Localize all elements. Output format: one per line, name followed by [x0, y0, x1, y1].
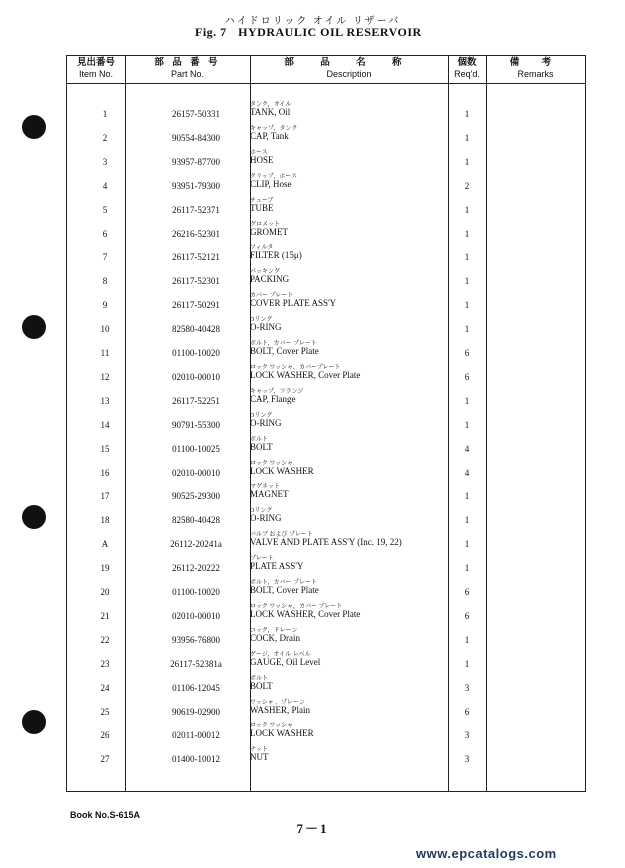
item-number: 10 [100, 324, 110, 335]
part-number: 82580-40428 [172, 515, 220, 526]
title-japanese: ハイドロリック オイル リザーバ [224, 16, 401, 27]
item-number: 13 [100, 395, 110, 406]
description-japanese: ボルト，カバー プレート [250, 580, 317, 586]
description-english: CAP, Tank [250, 130, 289, 141]
quantity: 1 [464, 109, 470, 119]
description-english: BOLT, Cover Plate [250, 585, 319, 595]
table-row [67, 366, 585, 390]
punch-hole [22, 315, 46, 339]
description-english: LOCK WASHER, Cover Plate [250, 608, 361, 619]
description-english: TANK, Oil [250, 107, 291, 117]
table-row [67, 318, 585, 342]
description [250, 125, 448, 141]
description-english: FILTER (15μ) [250, 250, 302, 261]
description-english: WASHER, Plain [250, 704, 311, 715]
part-number: 26112-20222 [172, 563, 220, 574]
item-number: 20 [100, 587, 110, 597]
description-japanese: バルブ および プレート [250, 532, 313, 539]
description-japanese: ボルト，カバー プレート [250, 341, 317, 347]
item-number: 1 [102, 109, 108, 119]
header-item-no: 見出番号 Item No. [76, 58, 115, 79]
table-row [67, 653, 585, 677]
description-japanese: プレート [250, 556, 274, 563]
item-number: 15 [100, 443, 110, 454]
description [250, 555, 448, 571]
description-english: VALVE AND PLATE ASS'Y (Inc. 19, 22) [250, 537, 402, 548]
item-number: 23 [100, 658, 110, 669]
part-number: 02011-00012 [172, 730, 220, 741]
description-english: LOCK WASHER [250, 465, 314, 476]
item-number: 22 [100, 634, 110, 645]
part-number: 02010-00010 [172, 371, 220, 382]
item-number: 8 [102, 276, 108, 287]
description-english: TUBE [250, 202, 274, 213]
description [250, 460, 448, 476]
item-number: 18 [100, 515, 110, 526]
table-row [67, 127, 585, 151]
header-divider [67, 83, 585, 84]
quantity: 1 [464, 395, 470, 406]
description [250, 316, 448, 332]
quantity: 6 [464, 610, 470, 621]
description-english: O-RING [250, 322, 282, 333]
description [250, 699, 448, 715]
part-number: 02010-00010 [172, 610, 220, 621]
description-japanese: マグネット [250, 484, 280, 491]
description-japanese: ロック ワッシャ [250, 460, 293, 467]
punch-hole [22, 115, 46, 139]
item-number: 9 [102, 300, 108, 311]
description-japanese: ロック ワッシャ [250, 723, 293, 730]
item-number: 5 [102, 204, 108, 215]
quantity: 1 [464, 491, 470, 502]
part-number: 01400-10012 [172, 754, 220, 765]
figure-title-text: HYDRAULIC OIL RESERVOIR [238, 25, 422, 39]
description-japanese: チューブ [250, 197, 274, 204]
description [250, 364, 448, 380]
description [250, 197, 448, 213]
punch-hole [22, 710, 46, 734]
quantity: 4 [464, 467, 470, 478]
description-japanese: Oリング [250, 317, 273, 324]
table-row [67, 605, 585, 629]
description [250, 651, 448, 667]
part-number: 90554-84300 [172, 132, 220, 143]
part-number: 26117-52121 [172, 252, 220, 263]
quantity: 1 [464, 228, 470, 239]
description [250, 483, 448, 499]
description-japanese: ロック ワッシャ，カバー プレート [250, 603, 343, 610]
description [250, 268, 448, 284]
table-row [67, 462, 585, 486]
description-english: LOCK WASHER, Cover Plate [250, 369, 361, 380]
quantity: 1 [464, 156, 470, 167]
part-number: 26117-50291 [172, 300, 220, 311]
description-japanese: フィルタ [250, 245, 274, 252]
item-number: 7 [102, 252, 108, 263]
quantity: 4 [464, 443, 470, 454]
quantity: 1 [464, 515, 470, 526]
description [250, 627, 448, 643]
item-number: 26 [100, 730, 110, 741]
page-number: 7－1 [296, 821, 329, 836]
description [250, 244, 448, 260]
description-japanese: Oリング [250, 412, 273, 419]
description [250, 722, 448, 738]
table-row [67, 533, 585, 557]
description-english: NUT [250, 752, 269, 763]
item-number: 17 [100, 491, 110, 502]
table-row [67, 223, 585, 247]
description [250, 746, 448, 762]
parts-table [66, 55, 586, 792]
figure-title [195, 25, 422, 40]
figure-number: Fig. 7 [195, 25, 227, 39]
description-japanese: ボルト [250, 436, 269, 443]
description-japanese: キャップ，フランジ [250, 388, 304, 395]
quantity: 1 [464, 204, 470, 215]
part-number: 26117-52301 [172, 276, 220, 287]
part-number: 01100-10020 [172, 587, 220, 597]
table-row [67, 390, 585, 414]
table-row [67, 724, 585, 748]
item-number: 21 [100, 610, 110, 621]
quantity: 3 [464, 730, 470, 741]
description-english: HOSE [250, 154, 274, 165]
quantity: 1 [464, 324, 470, 335]
item-number: 2 [102, 132, 108, 143]
description-english: PACKING [250, 274, 290, 285]
item-number: 14 [100, 419, 110, 430]
description [250, 507, 448, 523]
punch-hole [22, 505, 46, 529]
description-english: BOLT, Cover Plate [250, 346, 319, 356]
part-number: 93951-79300 [172, 180, 220, 191]
description-japanese: キャップ，タンク [250, 125, 298, 132]
description [250, 675, 448, 691]
watermark-url: www.epcatalogs.com [416, 846, 557, 861]
description-japanese: パッキング [250, 269, 280, 276]
item-number: 27 [100, 754, 110, 765]
description [250, 292, 448, 308]
table-row [67, 246, 585, 270]
quantity: 6 [464, 371, 470, 382]
description [250, 579, 448, 595]
description [250, 603, 448, 619]
part-number: 26117-52381a [170, 658, 222, 669]
header-part-no: 部 品 番 号 Part No. [154, 58, 221, 79]
description [250, 412, 448, 428]
table-row [67, 701, 585, 725]
description-english: COCK, Drain [250, 632, 300, 643]
part-number: 26112-20241a [170, 539, 222, 550]
item-number: 19 [100, 563, 110, 574]
quantity: 1 [464, 658, 470, 669]
table-row [67, 342, 585, 366]
description-english: COVER PLATE ASS'Y [250, 298, 337, 309]
table-row [67, 509, 585, 533]
description-english: O-RING [250, 417, 282, 428]
part-number: 90791-55300 [172, 419, 220, 430]
description-japanese: ワッシャ ，プレーン [250, 699, 305, 706]
table-row [67, 677, 585, 701]
table-row [67, 438, 585, 462]
description-english: O-RING [250, 513, 282, 524]
quantity: 1 [464, 563, 470, 574]
description-japanese: クリップ，ホース [250, 173, 297, 180]
quantity: 3 [464, 682, 470, 693]
item-number: 24 [100, 682, 110, 693]
part-number: 26117-52371 [172, 204, 220, 215]
description-english: CLIP, Hose [250, 178, 292, 189]
part-number: 01100-10025 [172, 443, 220, 454]
item-number: 16 [100, 467, 110, 478]
description-japanese: ゲージ，オイル レベル [250, 651, 311, 658]
quantity: 6 [464, 587, 470, 597]
description [250, 340, 448, 356]
item-number: 25 [100, 706, 110, 717]
header-description: 部 品 名 称 Description [284, 58, 414, 79]
description [250, 149, 448, 165]
quantity: 3 [464, 754, 470, 765]
part-number: 26157-50331 [172, 109, 220, 119]
table-row [67, 151, 585, 175]
table-row [67, 103, 585, 127]
item-number: 11 [100, 348, 110, 358]
item-number: 3 [102, 156, 108, 167]
description-japanese: ボルト [250, 675, 269, 682]
table-row [67, 581, 585, 605]
table-row [67, 294, 585, 318]
table-row [67, 175, 585, 199]
description-japanese: グロメット [250, 221, 281, 228]
quantity: 1 [464, 132, 470, 143]
description [250, 221, 448, 237]
quantity: 6 [464, 348, 470, 358]
description-english: MAGNET [250, 489, 289, 500]
header-quantity: 個数 Req'd. [454, 58, 480, 79]
quantity: 6 [464, 706, 470, 717]
description-japanese: コック，ドレーン [250, 627, 298, 634]
part-number: 01106-12045 [172, 682, 220, 693]
item-number: 6 [102, 228, 108, 239]
quantity: 1 [464, 300, 470, 311]
description-japanese: タンク，オイル [250, 102, 292, 108]
description [250, 101, 448, 117]
table-row [67, 557, 585, 581]
description-english: BOLT [250, 441, 273, 452]
table-row [67, 270, 585, 294]
quantity: 1 [464, 419, 470, 430]
description-japanese: ロック ワッシャ，カバープレート [250, 364, 341, 371]
description-japanese: Oリング [250, 508, 273, 515]
part-number: 90525-29300 [172, 491, 220, 502]
item-number: A [101, 539, 109, 550]
description-english: BOLT [250, 680, 273, 691]
description-english: LOCK WASHER [250, 728, 314, 739]
description [250, 388, 448, 404]
item-number: 12 [100, 371, 110, 382]
table-row [67, 199, 585, 223]
item-number: 4 [102, 180, 108, 191]
description-japanese: ホース [250, 149, 268, 156]
quantity: 1 [464, 634, 470, 645]
quantity: 1 [464, 252, 470, 263]
description-english: PLATE ASS'Y [250, 561, 304, 572]
table-row [67, 414, 585, 438]
quantity: 1 [464, 539, 470, 550]
description [250, 173, 448, 189]
quantity: 1 [464, 276, 470, 287]
book-number: Book No.S-615A [70, 810, 141, 820]
part-number: 93957-87700 [172, 156, 220, 167]
description-english: GROMET [250, 226, 288, 237]
description-japanese: カバー プレート [250, 293, 294, 300]
part-number: 82580-40428 [172, 324, 220, 335]
table-row [67, 485, 585, 509]
description [250, 531, 448, 547]
part-number: 01100-10020 [172, 348, 220, 358]
part-number: 90619-02900 [172, 706, 220, 717]
table-row [67, 748, 585, 772]
table-row [67, 629, 585, 653]
description-english: GAUGE, Oil Level [250, 656, 321, 667]
part-number: 26216-52301 [172, 228, 220, 239]
part-number: 02010-00010 [172, 467, 220, 478]
part-number: 26117-52251 [172, 395, 220, 406]
description-japanese: ナット [250, 747, 268, 754]
description-english: CAP, Flange [250, 393, 296, 404]
description [250, 436, 448, 452]
quantity: 2 [464, 180, 470, 191]
part-number: 93956-76800 [172, 634, 220, 645]
header-remarks: 備 考 Remarks [509, 58, 562, 79]
